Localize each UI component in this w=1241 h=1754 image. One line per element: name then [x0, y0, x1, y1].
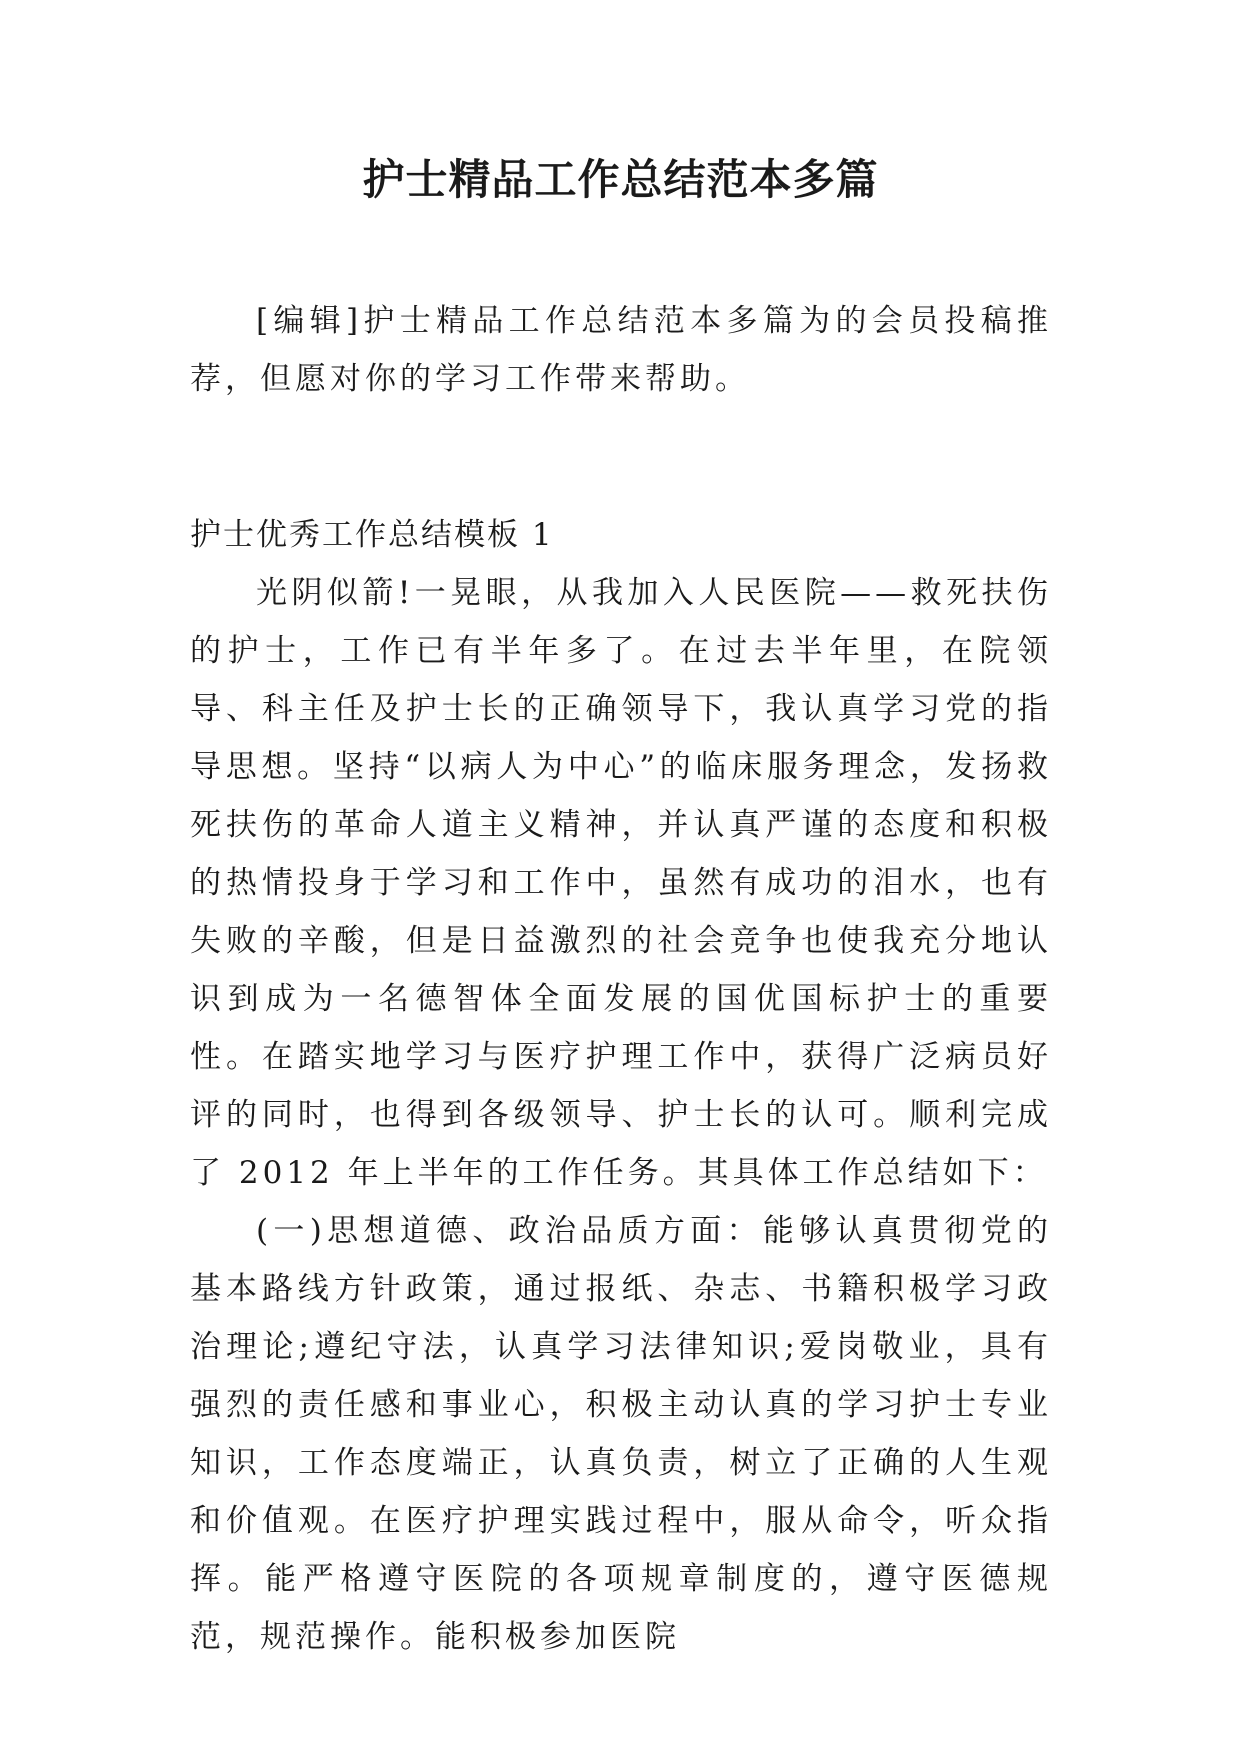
- section-heading: 护士优秀工作总结模板 1: [190, 517, 554, 553]
- body-paragraph-2: (一)思想道德、政治品质方面：能够认真贯彻党的基本路线方针政策，通过报纸、杂志、书籍积极学习政治理论;遵纪守法，认真学习法律知识;爱岗敬业，具有强烈的责任感和事业心，积极主动认真的学习护士专业知识，工作态度端正，认真负责，树立了正确的人生观和价值观。在医疗护理实践过程中，服从命令，听众指挥。能严格遵守医院的各项规章制度的，遵守医德规范，规范操作。能积极参加医院: [190, 1213, 1052, 1655]
- document-body: [190, 292, 1052, 1666]
- intro-paragraph: [编辑]护士精品工作总结范本多篇为的会员投稿推荐，但愿对你的学习工作带来帮助。: [190, 303, 1052, 397]
- document-title: 护士精品工作总结范本多篇: [362, 155, 879, 204]
- body-paragraph-1: 光阴似箭!一晃眼，从我加入人民医院——救死扶伤的护士，工作已有半年多了。在过去半年里，在院领导、科主任及护士长的正确领导下，我认真学习党的指导思想。坚持“以病人为中心”的临床服务理念，发扬救死扶伤的革命人道主义精神，并认真严谨的态度和积极的热情投身于学习和工作中，虽然有成功的泪水，也有失败的辛酸，但是日益激烈的社会竞争也使我充分地认识到成为一名德智体全面发展的国优国标护士的重要性。在踏实地学习与医疗护理工作中，获得广泛病员好评的同时，也得到各级领导、护士长的认可。顺利完成了 2012 年上半年的工作任务。其具体工作总结如下：: [190, 575, 1052, 1191]
